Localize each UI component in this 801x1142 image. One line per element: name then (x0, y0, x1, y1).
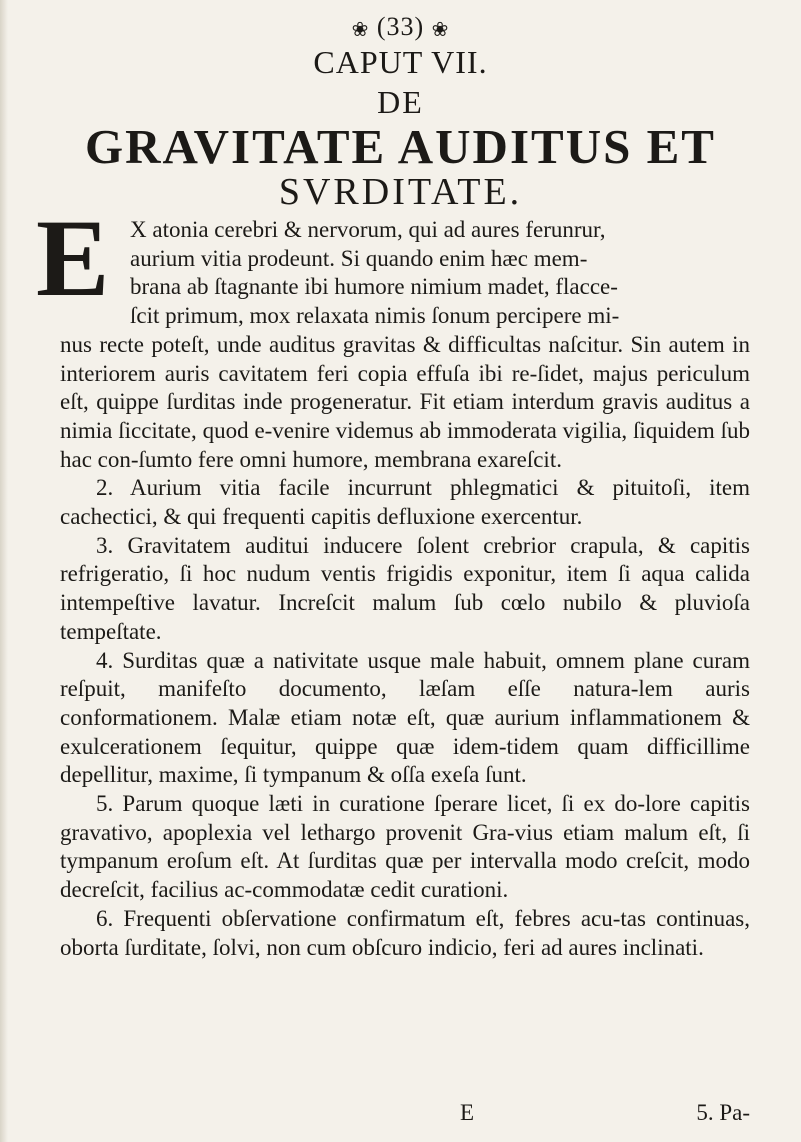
paragraph-2: 2. Aurium vitia facile incurrunt phlegmatici & pituitoſi, item cachectici, & qui frequenti capitis defluxione exercentur. (60, 475, 750, 530)
text-line: ſcit primum, mox relaxata nimis ſonum percipere mi- (130, 303, 620, 329)
paragraph-6: 6. Frequenti obſervatione confirmatum eſt, febres acu-tas continuas, oborta ſurditate, ſolvi, non cum obſcuro indicio, feri ad aures inclinati. (60, 905, 750, 960)
ornament-right-icon: ❀ (431, 18, 450, 41)
catchword: 5. Pa- (696, 1100, 750, 1125)
ornament-left-icon: ❀ (351, 18, 370, 41)
text-line: X atonia cerebri & nervorum, qui ad aures ferunrur, (130, 217, 606, 242)
paragraph-5: 5. Parum quoque læti in curatione ſperare licet, ſi ex do-lore capitis gravativo, apoplexia vel lethargo provenit Gra-vius etiam malum eſt, ſi tympanum eroſum eſt. At ſurditas quæ per intervalla modo creſcit, modo decreſcit, facilius ac-commodatæ cedit curationi. (60, 791, 750, 903)
page-number: (33) (376, 12, 425, 41)
paragraph-1-continued: nus recte poteſt, unde auditus gravitas & difficultas naſcitur. Sin autem in interiorem auris cavitatem feri copia effuſa ibi re-ſidet, majus periculum eſt, quippe ſurditas inde progeneratur. Fit etiam interdum gravis auditus a nimia ſiccitate, quod e-venire videmus ab immoderata vigilia, ſiquidem ſub hac con-ſumto fere omni humore, membrana exareſcit. (60, 331, 750, 472)
signature-mark: E (460, 1100, 475, 1125)
text-line: aurium vitia prodeunt. Si quando enim hæc mem- (130, 245, 588, 271)
paragraph-3: 3. Gravitatem auditui inducere ſolent crebrior crapula, & capitis refrigeratio, ſi hoc nudum ventis frigidis exponitur, item ſi aqua calida intempeſtive lavatur. Increſcit malum ſub cœlo nubilo & pluvioſa tempeſtate. (60, 532, 750, 644)
heading-de: DE (377, 84, 424, 120)
drop-cap-initial: E (36, 197, 110, 319)
chapter-title-line2: SVRDITATE. (278, 171, 523, 213)
page-header (0, 12, 801, 42)
chapter-heading: CAPUT VII. (313, 44, 488, 80)
paragraph-1-drop-lines (60, 216, 750, 331)
text-line: brana ab ſtagnante ibi humore nimium madet, flacce- (130, 274, 618, 300)
body-text (60, 216, 750, 962)
paragraph-4: 4. Surditas quæ a nativitate usque male habuit, omnem plane curam reſpuit, manifeſto documento, læſam eſſe natura-lem auris conformationem. Malæ etiam notæ eſt, quæ aurium inflammationem & exulcerationem ſequitur, quippe quæ idem-tidem quam difficillime depellitur, maxime, ſi tympanum & oſſa exeſa ſunt. (60, 647, 750, 788)
chapter-title-line1: GRAVITATE AUDITUS ET (85, 119, 716, 174)
